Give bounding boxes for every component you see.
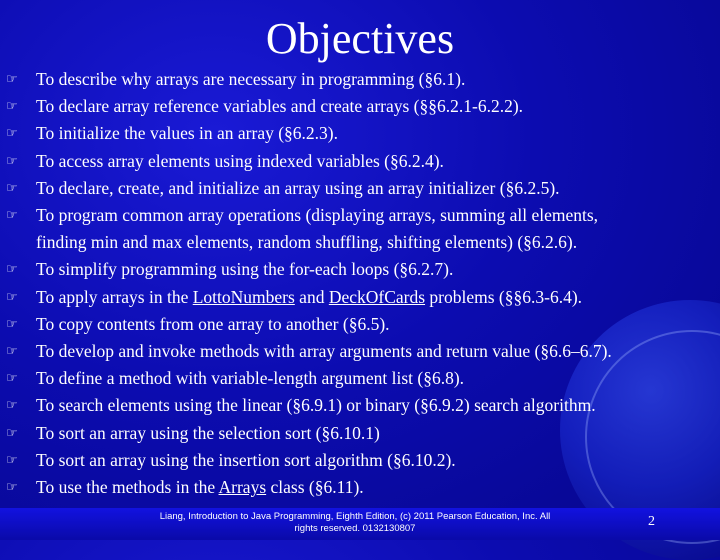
footer-line-2: rights reserved. 0132130807 (294, 523, 416, 534)
bullet-text (36, 474, 696, 501)
bullet-text (36, 284, 696, 311)
pointing-hand-icon: ☞ (6, 425, 18, 441)
bullet-text-mid: and (294, 286, 329, 307)
bullet-text: To declare, create, and initialize an array using an array initializer (§6.2.5). (36, 177, 560, 198)
list-item (6, 365, 696, 392)
list-item (6, 66, 696, 93)
bullet-text-pre: To apply arrays in the (36, 286, 193, 307)
pointing-hand-icon: ☞ (6, 99, 18, 115)
arrays-link[interactable]: Arrays (218, 477, 267, 498)
pointing-hand-icon: ☞ (6, 72, 18, 87)
bullet-text-pre: To use the methods in the (36, 477, 219, 498)
bullet-text-post: class (§6.11). (266, 477, 364, 498)
pointing-hand-icon: ☞ (6, 371, 18, 387)
list-item (6, 256, 696, 283)
list-item (6, 311, 696, 338)
bullet-text-post: problems (§§6.3-6.4). (425, 286, 583, 307)
bullet-text: To access array elements using indexed variables (§6.2.4). (36, 150, 444, 171)
list-item (6, 420, 696, 447)
pointing-hand-icon: ☞ (6, 180, 18, 196)
deckofcards-link[interactable]: DeckOfCards (328, 286, 426, 307)
objectives-list (6, 66, 696, 501)
list-item (6, 120, 696, 147)
list-item (6, 202, 696, 256)
list-item (6, 392, 696, 419)
pointing-hand-icon: ☞ (6, 452, 18, 468)
bullet-text: To declare array reference variables and create arrays (§§6.2.1-6.2.2). (36, 96, 524, 117)
bullet-text: To describe why arrays are necessary in programming (§6.1). (36, 69, 466, 89)
bullet-text: To simplify programming using the for-each loops (§6.2.7). (36, 259, 454, 280)
pointing-hand-icon: ☞ (6, 289, 18, 305)
bullet-text: To sort an array using the selection sort (§6.10.1) (36, 422, 380, 443)
list-item (6, 148, 696, 175)
pointing-hand-icon: ☞ (6, 480, 18, 496)
list-item (6, 284, 696, 311)
footer-copyright (140, 511, 570, 535)
lottonumbers-link[interactable]: LottoNumbers (192, 286, 295, 307)
pointing-hand-icon: ☞ (6, 208, 18, 224)
bullet-text: To define a method with variable-length argument list (§6.8). (36, 368, 465, 389)
bullet-text: To search elements using the linear (§6.9.1) or binary (§6.9.2) search algorithm. (36, 395, 596, 416)
pointing-hand-icon: ☞ (6, 126, 18, 142)
pointing-hand-icon: ☞ (6, 262, 18, 278)
list-item (6, 447, 696, 474)
slide-title: Objectives (265, 14, 455, 63)
bullet-text: To program common array operations (displaying arrays, summing all elements, (36, 205, 599, 226)
pointing-hand-icon: ☞ (6, 316, 18, 332)
pointing-hand-icon: ☞ (6, 344, 18, 360)
pointing-hand-icon: ☞ (6, 153, 18, 169)
list-item (6, 338, 696, 365)
list-item (6, 93, 696, 120)
page-number: 2 (648, 514, 655, 529)
bullet-text: To develop and invoke methods with array arguments and return value (§6.6–6.7). (36, 341, 612, 362)
bullet-text: To initialize the values in an array (§6.2.3). (36, 123, 339, 144)
bullet-text: To copy contents from one array to another (§6.5). (36, 313, 390, 334)
list-item (6, 175, 696, 202)
footer-line-1: Liang, Introduction to Java Programming, Eighth Edition, (c) 2011 Pearson Education, Inc. All (159, 511, 551, 522)
bullet-text: To sort an array using the insertion sort algorithm (§6.10.2). (36, 449, 456, 470)
list-item (6, 474, 696, 501)
bullet-text-continued: finding min and max elements, random shuffling, shifting elements) (§6.2.6). (36, 232, 578, 253)
pointing-hand-icon: ☞ (6, 398, 18, 414)
